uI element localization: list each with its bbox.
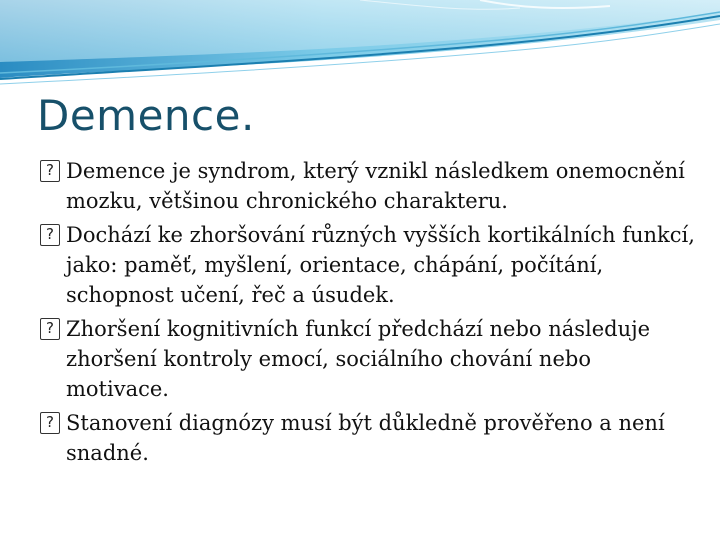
bullet-text: Dochází ke zhoršování různých vyšších kortikálních funkcí, jako: paměť, myšlení, orientace, chápání, počítání, schopnost učení, řeč a úsudek.	[66, 223, 695, 307]
bullet-list	[40, 156, 700, 472]
bullet-item	[40, 156, 700, 216]
bullet-item	[40, 220, 700, 310]
missing-glyph-bullet-icon: ?	[40, 224, 60, 246]
bullet-text: Stanovení diagnózy musí být důkledně prověřeno a není snadné.	[66, 411, 665, 465]
missing-glyph-bullet-icon: ?	[40, 160, 60, 182]
slide-title: Demence.	[37, 91, 255, 140]
missing-glyph-bullet-icon: ?	[40, 412, 60, 434]
bullet-item	[40, 314, 700, 404]
bullet-text: Demence je syndrom, který vznikl následkem onemocnění mozku, většinou chronického charakteru.	[66, 159, 685, 213]
bullet-text: Zhoršení kognitivních funkcí předchází nebo následuje zhoršení kontroly emocí, sociálního chování nebo motivace.	[66, 317, 651, 401]
bullet-item	[40, 408, 700, 468]
decorative-wave-header	[0, 0, 720, 90]
missing-glyph-bullet-icon: ?	[40, 318, 60, 340]
